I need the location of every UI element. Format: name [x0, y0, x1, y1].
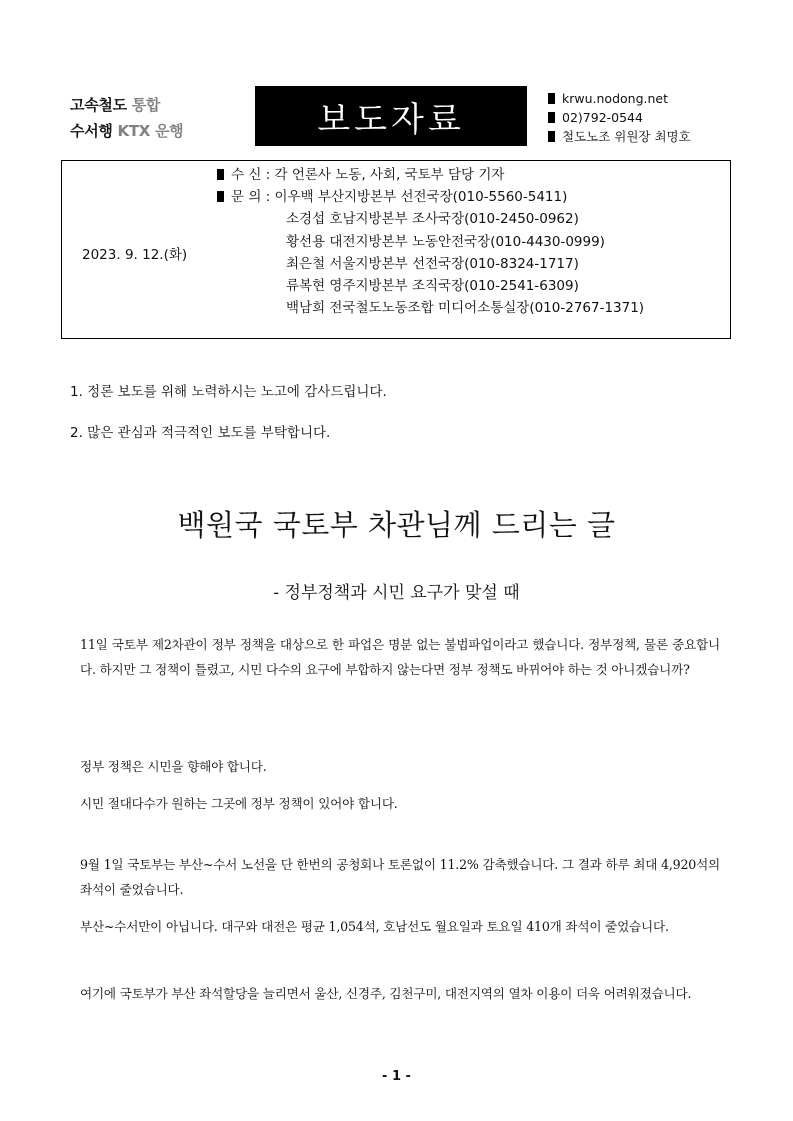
body-paragraph: 11일 국토부 제2차관이 정부 정책을 대상으로 한 파업은 명분 없는 불법파업이라고 했습니다. 정부정책, 물론 중요합니다. 하지만 그 정책이 틀렸고, 시민 다수의 요구에 부합하지 않는다면 정부 정책도 바뀌어야 하는 것 아니겠습니까? [80, 637, 720, 677]
inquiry-contact: 황선용 대전지방본부 노동안전국장(010-4430-0999) [286, 233, 605, 250]
info-lines [217, 164, 644, 319]
header-contact-website [548, 89, 691, 108]
body-paragraph: 부산~수서만이 아닙니다. 대구와 대전은 평균 1,054석, 호남선도 월요일과 토요일 410개 좌석이 줄었습니다. [80, 919, 669, 934]
inquiry-contact: 최은철 서울지방본부 선전국장(010-8324-1717) [286, 255, 579, 272]
recipient-line [217, 164, 644, 186]
body-paragraph: 시민 절대다수가 원하는 그곳에 정부 정책이 있어야 합니다. [80, 796, 398, 811]
header-contact-list [548, 89, 691, 146]
header-contact-phone [548, 108, 691, 127]
square-bullet-icon [548, 112, 555, 123]
header-contact-chairman [548, 127, 691, 146]
org-slogan-line1-accent: 통합 [131, 96, 161, 114]
org-slogan-line2-main: 수서행 [70, 122, 118, 140]
body-paragraph: 여기에 국토부가 부산 좌석할당을 늘리면서 울산, 신경주, 김천구미, 대전지역의 열차 이용이 더욱 어려워졌습니다. [80, 986, 692, 1001]
page-number: - 1 - [382, 1069, 411, 1084]
inquiry-contact: 류복현 영주지방본부 조직국장(010-2541-6309) [286, 278, 579, 295]
inquiry-contact: 소경섭 호남지방본부 조사국장(010-2450-0962) [286, 211, 579, 228]
square-bullet-icon [217, 191, 224, 202]
chairman-text: 철도노조 위원장 최명호 [562, 129, 691, 144]
body-paragraph: 정부 정책은 시민을 향해야 합니다. [80, 759, 267, 774]
org-slogan-line1-main: 고속철도 [70, 96, 132, 114]
website-text: krwu.nodong.net [562, 91, 668, 106]
recipient-text: 수 신 : 각 언론사 노동, 사회, 국토부 담당 기자 [231, 167, 505, 183]
org-slogan-line1 [70, 94, 160, 115]
article-subtitle: - 정부정책과 시민 요구가 맞설 때 [273, 583, 520, 603]
square-bullet-icon [217, 169, 224, 180]
release-date: 2023. 9. 12.(화) [82, 247, 188, 263]
body-paragraph: 9월 1일 국토부는 부산~수서 노선을 단 한번의 공청회나 토론없이 11.2% 감축했습니다. 그 결과 하루 최대 4,920석의 좌석이 줄었습니다. [80, 857, 720, 897]
org-slogan-line2-accent: KTX 운행 [117, 122, 184, 140]
square-bullet-icon [548, 131, 555, 142]
square-bullet-icon [548, 93, 555, 104]
inquiry-line [217, 186, 644, 208]
org-slogan-line2 [70, 120, 183, 141]
article-title: 백원국 국토부 차관님께 드리는 글 [177, 508, 616, 542]
inquiry-text: 문 의 : 이우백 부산지방본부 선전국장(010-5560-5411) [231, 189, 568, 206]
phone-text: 02)792-0544 [562, 110, 643, 125]
note-item: 2. 많은 관심과 적극적인 보도를 부탁합니다. [70, 425, 331, 441]
note-item: 1. 정론 보도를 위해 노력하시는 노고에 감사드립니다. [70, 384, 387, 400]
press-release-title: 보도자료 [255, 86, 527, 146]
inquiry-contact: 백남희 전국철도노동조합 미디어소통실장(010-2767-1371) [286, 300, 645, 317]
